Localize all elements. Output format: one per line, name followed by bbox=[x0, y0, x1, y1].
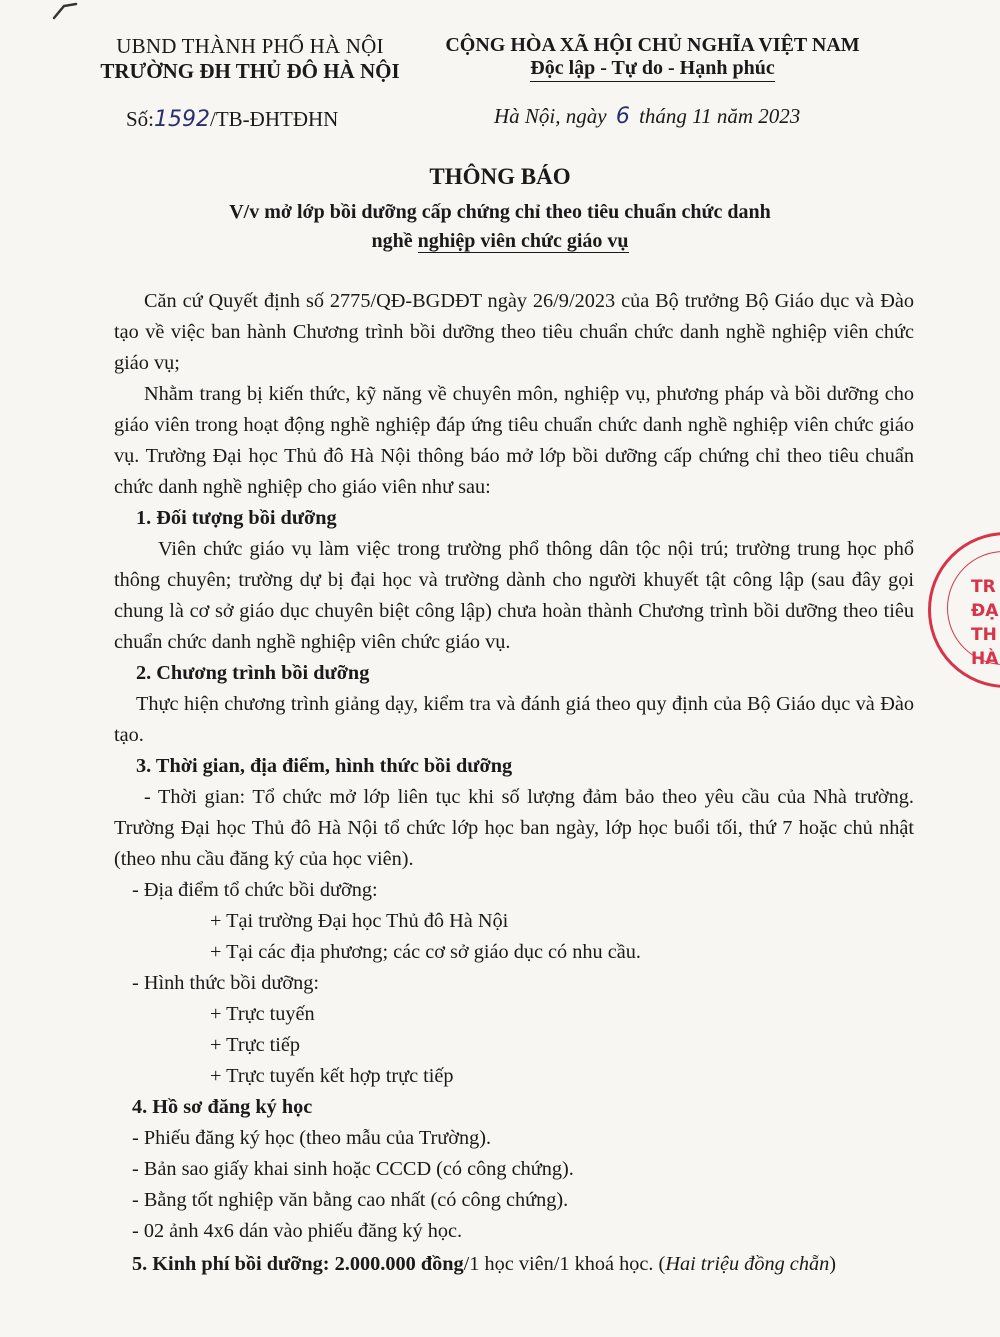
ref-number-handwritten: 1592 bbox=[154, 107, 211, 132]
dossier-item: - Phiếu đăng ký học (theo mẫu của Trường). bbox=[132, 1127, 492, 1149]
official-seal bbox=[928, 532, 1000, 688]
seal-line: HÀ bbox=[971, 649, 999, 669]
subject-line-1: V/v mở lớp bồi dưỡng cấp chứng chỉ theo tiêu chuẩn chức danh bbox=[229, 201, 771, 223]
section-4-heading: 4. Hồ sơ đăng ký học bbox=[132, 1096, 313, 1118]
issuing-authority bbox=[60, 34, 440, 84]
country-name: CỘNG HÒA XÃ HỘI CHỦ NGHĨA VIỆT NAM bbox=[445, 34, 860, 56]
form-item: + Trực tuyến bbox=[210, 1003, 315, 1025]
form-item: + Trực tiếp bbox=[210, 1034, 301, 1056]
ref-suffix: /TB-ĐHTĐHN bbox=[210, 107, 339, 131]
seal-line: TH bbox=[971, 625, 997, 645]
section-5-rest: /1 học viên/1 khoá học. ( bbox=[463, 1253, 666, 1275]
section-2-text: Thực hiện chương trình giảng dạy, kiểm tra và đánh giá theo quy định của Bộ Giáo dục và Đào tạo. bbox=[114, 693, 914, 746]
intro-paragraph-2: Nhằm trang bị kiến thức, kỹ năng về chuyên môn, nghiệp vụ, phương pháp và bồi dưỡng cho giáo viên trong hoạt động nghề nghiệp đáp ứng tiêu chuẩn chức danh nghề nghiệp viên chức giáo vụ. Trường Đại học Thủ đô Hà Nội thông báo mở lớp bồi dưỡng cấp chứng chỉ theo tiêu chuẩn chức danh nghề nghiệp cho giáo viên như sau: bbox=[114, 383, 914, 498]
section-1-text: Viên chức giáo vụ làm việc trong trường phổ thông dân tộc nội trú; trường trung học phổ thông chuyên; trường dự bị đại học và trường dành cho người khuyết tật công lập (sau đây gọi chung là cơ sở giáo dục chuyên biệt công lập) chưa hoàn thành Chương trình bồi dưỡng theo tiêu chuẩn chức danh nghề nghiệp viên chức giáo vụ. bbox=[114, 538, 914, 653]
section-5-words: Hai triệu đồng chẵn bbox=[665, 1253, 830, 1275]
dossier-item: - Bản sao giấy khai sinh hoặc CCCD (có công chứng). bbox=[132, 1158, 574, 1180]
section-5-close: ) bbox=[829, 1253, 837, 1275]
ref-prefix: Số: bbox=[126, 107, 155, 131]
place-item: + Tại trường Đại học Thủ đô Hà Nội bbox=[210, 910, 509, 932]
subject-line-2b: nghiệp viên chức giáo vụ bbox=[417, 230, 629, 252]
form-item: + Trực tuyến kết hợp trực tiếp bbox=[210, 1065, 454, 1087]
section-5-heading: 5. Kinh phí bồi dưỡng: 2.000.000 đồng bbox=[132, 1253, 464, 1275]
place-item: + Tại các địa phương; các cơ sở giáo dục có nhu cầu. bbox=[210, 941, 641, 963]
document-number bbox=[126, 107, 338, 132]
document-body bbox=[114, 286, 914, 1280]
seal-text bbox=[971, 575, 998, 671]
intro-paragraph-1: Căn cứ Quyết định số 2775/QĐ-BGDĐT ngày 26/9/2023 của Bộ trưởng Bộ Giáo dục và Đào tạo về việc ban hành Chương trình bồi dưỡng theo tiêu chuẩn chức danh nghề nghiệp viên chức giáo vụ; bbox=[114, 290, 914, 374]
section-3-place-label: - Địa điểm tổ chức bồi dưỡng: bbox=[132, 879, 378, 901]
date-middle: tháng 11 năm 2023 bbox=[639, 104, 801, 128]
issue-date bbox=[494, 104, 800, 129]
dossier-item: - Bằng tốt nghiệp văn bằng cao nhất (có công chứng). bbox=[132, 1189, 569, 1211]
section-3-form-label: - Hình thức bồi dưỡng: bbox=[132, 972, 320, 994]
subject-line-2a: nghề bbox=[371, 230, 413, 252]
national-motto: Độc lập - Tự do - Hạnh phúc bbox=[530, 57, 774, 82]
document-title: THÔNG BÁO bbox=[429, 164, 571, 189]
date-prefix: Hà Nội, ngày bbox=[494, 104, 607, 128]
school-name: TRƯỜNG ĐH THỦ ĐÔ HÀ NỘI bbox=[100, 59, 400, 83]
authority-name: UBND THÀNH PHỐ HÀ NỘI bbox=[116, 34, 384, 58]
pen-mark-icon bbox=[52, 2, 78, 20]
seal-line: ĐẠ bbox=[971, 601, 999, 621]
section-1-heading: 1. Đối tượng bồi dưỡng bbox=[136, 507, 337, 529]
document-subject bbox=[140, 198, 860, 256]
seal-line: TR bbox=[971, 577, 996, 597]
dossier-item: - 02 ảnh 4x6 dán vào phiếu đăng ký học. bbox=[132, 1220, 463, 1242]
date-day-handwritten: 6 bbox=[615, 104, 630, 129]
section-3-time: - Thời gian: Tổ chức mở lớp liên tục khi số lượng đảm bảo theo yêu cầu của Nhà trường. Trường Đại học Thủ đô Hà Nội tổ chức lớp học ban ngày, lớp học buổi tối, thứ 7 hoặc chủ nhật (theo nhu cầu đăng ký của học viên). bbox=[114, 786, 914, 870]
section-5-line bbox=[114, 1249, 914, 1280]
section-3-heading: 3. Thời gian, địa điểm, hình thức bồi dưỡng bbox=[136, 755, 513, 777]
national-header bbox=[405, 34, 900, 82]
section-2-heading: 2. Chương trình bồi dưỡng bbox=[136, 662, 370, 684]
